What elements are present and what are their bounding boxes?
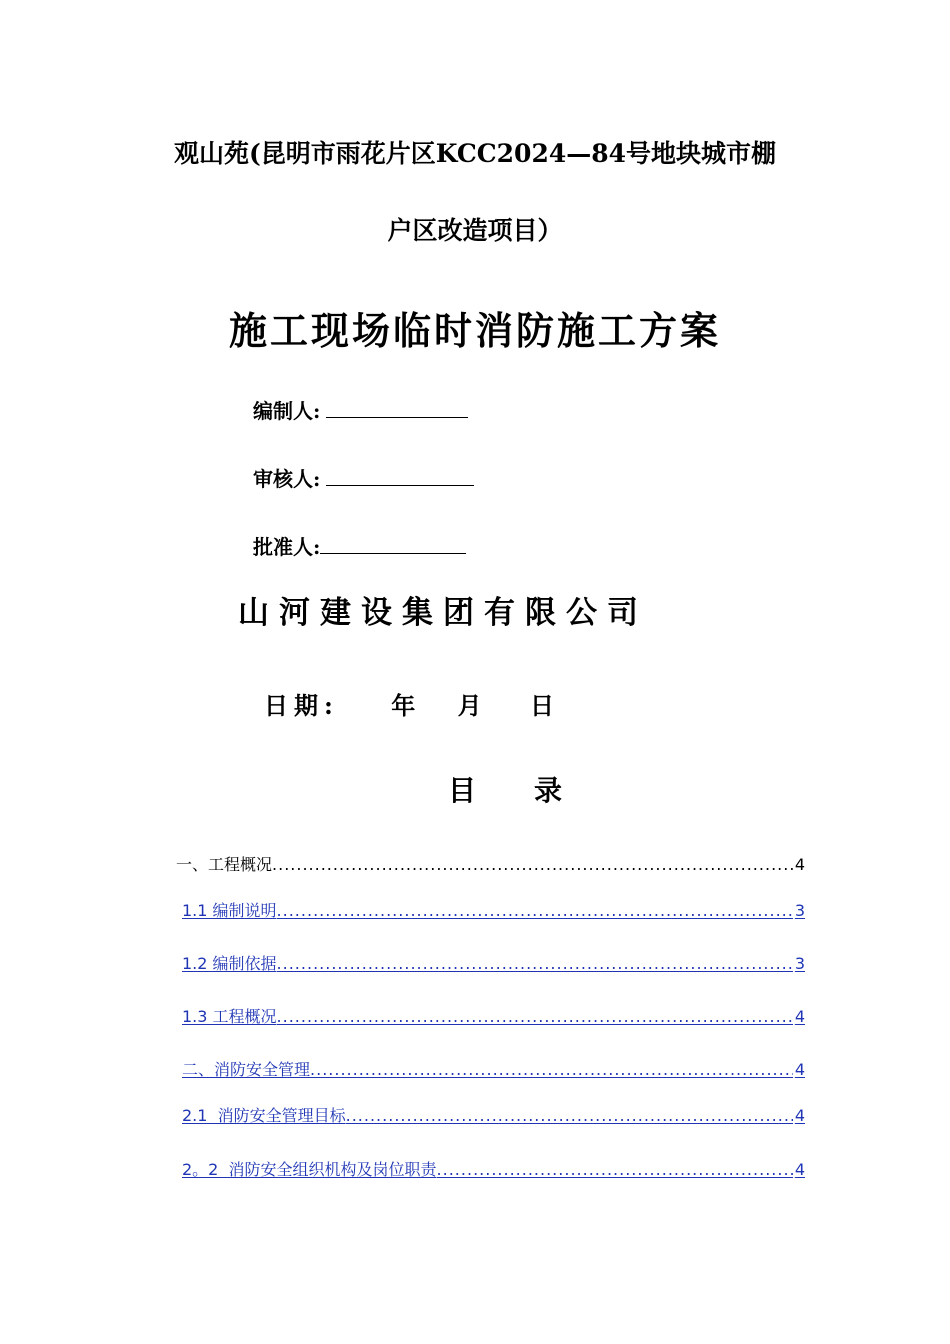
toc-leader — [346, 1108, 793, 1124]
date-label: 日期: — [264, 691, 339, 720]
editor-signature-line[interactable] — [326, 401, 468, 418]
project-title-line-1: 观山苑(昆明市雨花片区KCC2024—84号地块城市棚 — [173, 139, 777, 168]
toc-page-number: 4 — [794, 1160, 805, 1179]
toc-page-number: 4 — [794, 1060, 805, 1079]
reviewer-label: 审核人: — [253, 467, 321, 491]
approver-label: 批准人: — [253, 535, 321, 559]
document-title: 施工现场临时消防施工方案 — [228, 308, 721, 353]
toc-leader — [277, 956, 793, 972]
toc-entry-text: 2。2 消防安全组织机构及岗位职责 — [182, 1160, 437, 1179]
toc-page-number: 3 — [794, 901, 805, 920]
toc-leader — [277, 1009, 793, 1025]
toc-entry-text: 1.3 工程概况 — [182, 1007, 277, 1026]
date-day: 日 — [529, 691, 554, 720]
toc-entry-link[interactable] — [182, 903, 805, 919]
project-title-line-2: 户区改造项目） — [387, 216, 563, 245]
toc-entry-text: 1.1 编制说明 — [182, 901, 277, 920]
toc-leader — [272, 857, 793, 873]
toc-entry-link[interactable] — [182, 956, 805, 972]
editor-signature-row — [253, 401, 468, 421]
toc-entry[interactable] — [176, 857, 805, 873]
approver-signature-row — [253, 537, 466, 557]
toc-title-char-2: 录 — [534, 774, 563, 807]
toc-leader — [277, 903, 793, 919]
toc-entry-link[interactable] — [182, 1062, 805, 1078]
toc-leader — [310, 1062, 793, 1078]
toc-page-number: 4 — [794, 1007, 805, 1026]
toc-leader — [437, 1162, 793, 1178]
date-month: 月 — [457, 691, 482, 720]
toc-entry-link[interactable] — [182, 1108, 805, 1124]
reviewer-signature-line[interactable] — [326, 469, 474, 486]
toc-entry-text: 二、消防安全管理 — [182, 1060, 311, 1079]
reviewer-signature-row — [253, 469, 474, 489]
date-row — [264, 691, 554, 720]
toc-page-number: 4 — [794, 1106, 805, 1125]
toc-page-number: 4 — [794, 855, 805, 874]
toc-entry-link[interactable] — [182, 1162, 805, 1178]
toc-title — [448, 774, 563, 807]
toc-entry-text: 2.1 消防安全管理目标 — [182, 1106, 346, 1125]
toc-page-number: 3 — [794, 954, 805, 973]
toc-entry-text: 一、工程概况 — [176, 855, 273, 874]
toc-title-char-1: 目 — [448, 774, 477, 807]
date-year: 年 — [391, 691, 416, 720]
editor-label: 编制人: — [253, 399, 321, 423]
toc-entry-link[interactable] — [182, 1009, 805, 1025]
approver-signature-line[interactable] — [320, 537, 466, 554]
company-name: 山河建设集团有限公司 — [238, 595, 648, 631]
toc-entry-text: 1.2 编制依据 — [182, 954, 277, 973]
